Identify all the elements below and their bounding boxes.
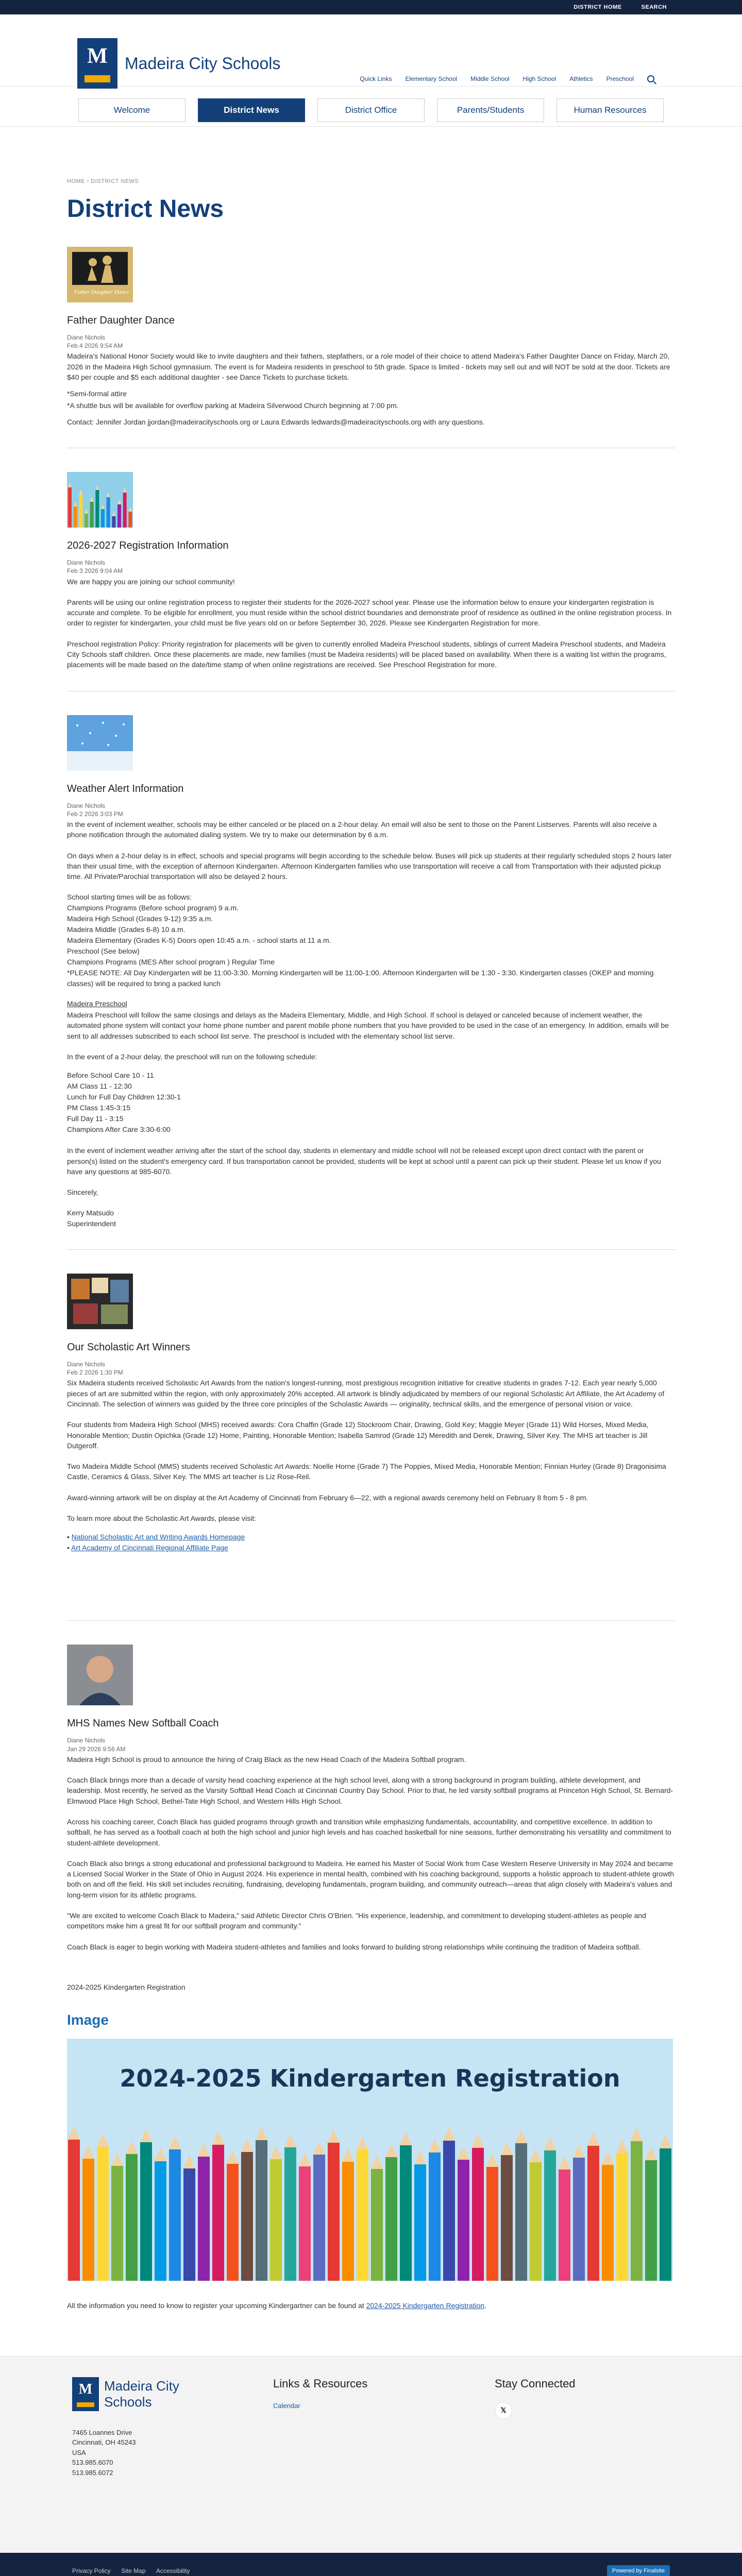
schedule-item: Lunch for Full Day Children 12:30-1 bbox=[67, 1093, 181, 1101]
pencil-body bbox=[501, 2155, 513, 2281]
article-body bbox=[67, 1378, 675, 1553]
footer-social bbox=[495, 2377, 576, 2419]
section-title: Image bbox=[67, 2011, 109, 2028]
footer-logo[interactable] bbox=[72, 2377, 207, 2411]
article-title[interactable]: MHS Names New Softball Coach bbox=[67, 1718, 219, 1730]
article-paragraph: Coach Black also brings a strong educational and professional background to Madeira. He earned his Master of Social Work from Case Western Reserve University in May 2024 and became a Licensed Social Worker in the State of Ohio in August 2024. His experience in mental health, combined with his coaching background, supports a holistic approach to student-athlete growth both on and off the field. His skill set includes recruiting, fundraising, developing fundamentals, program building, and community outreach—areas that align closely with Madeira's values and long-term vision for its athletic programs. bbox=[67, 1859, 674, 1899]
pencil-body bbox=[328, 2143, 340, 2281]
pencil-body bbox=[256, 2140, 267, 2281]
pencil-body bbox=[371, 2169, 383, 2281]
article-body bbox=[67, 351, 675, 427]
bottom-links bbox=[72, 2566, 198, 2575]
pencil-body bbox=[270, 2159, 282, 2281]
article-author: Diane Nichols bbox=[67, 1737, 106, 1744]
article-thumbnail[interactable] bbox=[67, 247, 133, 302]
schedule-item: AM Class 11 - 12:30 bbox=[67, 1082, 132, 1091]
article-meta bbox=[67, 1360, 675, 1377]
pencil-body bbox=[342, 2162, 354, 2281]
article-thumbnail[interactable] bbox=[67, 472, 133, 528]
address-line: 7465 Loannes Drive bbox=[72, 2428, 132, 2436]
preschool-delay-schedule bbox=[67, 1070, 675, 1135]
pencil-body bbox=[126, 2154, 138, 2281]
article-paragraph: Award-winning artwork will be on display at the Art Academy of Cincinnati from February 6—22, with a regional awards ceremony held on February 8 from 5 - 8 pm. bbox=[67, 1493, 588, 1502]
article-divider bbox=[67, 1620, 675, 1621]
pencil-body bbox=[400, 2145, 412, 2281]
article-meta bbox=[67, 802, 675, 818]
article-body bbox=[67, 1754, 675, 1952]
article-paragraph: We are happy you are joining our school community! bbox=[67, 577, 235, 586]
signoff-title: Superintendent bbox=[67, 1219, 116, 1228]
utility-bar bbox=[0, 0, 742, 14]
article-paragraph: Parents will be using our online registration process to register their students for the 2026-2027 school year. Please use the information below to ensure your kindergarten registration is accurate and complete. To be eligible for enrollment, you must reside within the school district boundaries and demonstrate proof of residence as outlined in the online registration process. In order to register for kindergarten, your child must be five years old on or before September 30, 2026. Please see Kindergarten Registration for more. bbox=[67, 598, 672, 628]
nav-elementary-school[interactable]: Elementary School bbox=[405, 75, 458, 82]
article-paragraph: "We are excited to welcome Coach Black to Madeira," said Athletic Director Chris O'Brien. "His experience, leadership, and commitment to developing student-athletes as people and competitors make him a great fit for our softball program and community." bbox=[67, 1911, 646, 1930]
schedule-item: Champions After Care 3:30-6:00 bbox=[67, 1125, 171, 1134]
pencil-body bbox=[559, 2170, 570, 2281]
footer-links-heading: Links & Resources bbox=[273, 2377, 368, 2390]
external-links: • National Scholastic Art and Writing Awards Homepage • Art Academy of Cincinnati Regional Affiliate Page bbox=[67, 1533, 245, 1552]
schedule-item: *PLEASE NOTE: All Day Kindergarten will be 11:00-3:30. Morning Kindergarten will be 11:00-1:00. Afternoon Kindergarten will be 1:30 - 3:30. Kindergarten classes (OKEP and morning classes) will be required to bring a packed lunch bbox=[67, 968, 654, 988]
link-art-academy[interactable]: Art Academy of Cincinnati Regional Affiliate Page bbox=[71, 1544, 228, 1552]
article-author: Diane Nichols bbox=[67, 559, 106, 567]
article-paragraph: Across his coaching career, Coach Black has guided programs through growth and transition while emphasizing fundamentals, accountability, and competitive excellence. In addition to softball, he has served as a football coach at both the high school and junior high levels and has coached basketball for nine seasons, further demonstrating his versatility and commitment to student-athlete development. bbox=[67, 1817, 671, 1847]
topbar-link-search[interactable]: SEARCH bbox=[641, 4, 667, 10]
tab-welcome[interactable]: Welcome bbox=[78, 98, 185, 122]
news-article bbox=[67, 247, 675, 427]
pencil-body bbox=[385, 2157, 397, 2281]
signoff: Sincerely, bbox=[67, 1188, 98, 1197]
pencil-body bbox=[429, 2153, 441, 2281]
news-article bbox=[67, 1274, 675, 1553]
kindergarten-note-end: . bbox=[484, 2301, 487, 2310]
pencil-body bbox=[486, 2167, 498, 2281]
article-thumbnail[interactable] bbox=[67, 1274, 133, 1329]
pencil-body bbox=[573, 2158, 585, 2281]
topbar-link-district-home[interactable]: DISTRICT HOME bbox=[574, 4, 622, 10]
article-title[interactable]: Weather Alert Information bbox=[67, 783, 184, 794]
article-body bbox=[67, 577, 675, 670]
article-paragraph: *Semi-formal attire bbox=[67, 389, 127, 398]
nav-high-school[interactable]: High School bbox=[522, 75, 556, 82]
pencil-body bbox=[85, 514, 88, 528]
pencil-body bbox=[82, 2159, 94, 2281]
finalsite-badge[interactable]: Powered by Finalsite bbox=[607, 2565, 670, 2576]
nav-quick-links[interactable]: Quick Links bbox=[360, 75, 392, 82]
schedule-item: Champions Programs (Before school program) 9 a.m. bbox=[67, 903, 239, 912]
pencil-body bbox=[660, 2148, 671, 2281]
article-date: Feb 2 2026 1:30 PM bbox=[67, 1369, 123, 1377]
signoff-name: Kerry Matsudo bbox=[67, 1209, 114, 1217]
article-title[interactable]: 2026-2027 Registration Information bbox=[67, 540, 229, 552]
article-date: Feb 4 2026 9:54 AM bbox=[67, 342, 123, 350]
pencil-body bbox=[112, 516, 115, 528]
schedule-item: Madeira Elementary (Grades K-5) Doors open 10:45 a.m. - school starts at 11 a.m. bbox=[67, 936, 331, 944]
phone-number[interactable]: 513.985.6070 bbox=[72, 2459, 113, 2467]
article-author: Diane Nichols bbox=[67, 334, 106, 341]
pencil-body bbox=[198, 2157, 210, 2281]
pencil-body bbox=[241, 2152, 253, 2281]
footer-logo-mark bbox=[72, 2377, 99, 2411]
footer-social-heading: Stay Connected bbox=[495, 2377, 576, 2390]
section-tabs bbox=[0, 87, 742, 127]
article-paragraph: Madeira High School is proud to announce the hiring of Craig Black as the new Head Coach of the Madeira Softball program. bbox=[67, 1755, 466, 1764]
site-map-link[interactable]: Site Map bbox=[121, 2567, 146, 2574]
article-date: Feb 3 2026 9:04 AM bbox=[67, 567, 123, 575]
schedule-list bbox=[67, 903, 675, 989]
schedule-heading: School starting times will be as follows: bbox=[67, 893, 192, 902]
article-title[interactable]: Our Scholastic Art Winners bbox=[67, 1342, 190, 1353]
article-paragraph: In the event of inclement weather, schools may be either canceled or be placed on a 2-hour delay. An email will also be sent to those on the Parent Listserves. Parents will also receive a phone notification through the automated dialing system. We try to make our determination by 6 a.m. bbox=[67, 820, 657, 839]
pencil-body bbox=[357, 2150, 368, 2281]
pencil-body bbox=[155, 2161, 166, 2281]
tab-district-news[interactable]: District News bbox=[198, 98, 305, 122]
nav-athletics[interactable]: Athletics bbox=[569, 75, 593, 82]
pencil-body bbox=[631, 2141, 643, 2281]
footer-link-calendar[interactable]: Calendar bbox=[273, 2401, 300, 2410]
article-paragraph: Madeira's National Honor Society would like to invite daughters and their fathers, stepfathers, or a role model of their choice to attend Madeira's Father Daughter Dance on Friday, March 20, 2026 in the Madeira High School gymnasium. The event is for Madeira residents in preschool to 5th grade. Space is limited - tickets may sell out and will NOT be sold at the door. Tickets are $40 per couple and $5 each additional daughter - see Dance Tickets to purchase tickets. bbox=[67, 352, 670, 381]
pencil-body bbox=[313, 2155, 325, 2281]
site-footer bbox=[0, 2356, 742, 2553]
preschool-heading: Madeira Preschool bbox=[67, 999, 127, 1008]
pencil-body bbox=[530, 2162, 542, 2281]
page-title: District News bbox=[67, 195, 224, 223]
snowfall-image bbox=[67, 715, 133, 771]
article-date: Jan 29 2026 9:56 AM bbox=[67, 1745, 126, 1753]
pencil-body bbox=[74, 506, 77, 528]
article-paragraph: To learn more about the Scholastic Art Awards, please visit: bbox=[67, 1514, 257, 1523]
footer-site-name: Madeira City Schools bbox=[104, 2378, 179, 2410]
twitter-x-icon[interactable]: 𝕏 bbox=[495, 2402, 512, 2419]
art-awards-image bbox=[67, 1274, 133, 1329]
kindergarten-registration-link[interactable]: 2024-2025 Kindergarten Registration bbox=[366, 2301, 485, 2310]
tab-human-resources[interactable]: Human Resources bbox=[556, 98, 664, 122]
article-meta bbox=[67, 1736, 675, 1753]
footer-address bbox=[72, 2428, 207, 2478]
kindergarten-note-text: All the information you need to know to register your upcoming Kindergartner can be found at bbox=[67, 2301, 366, 2310]
pencil-body bbox=[79, 495, 82, 528]
article-paragraph: In the event of inclement weather arriving after the start of the school day, students in elementary and middle school will not be released except upon direct contact with the parent or person(s) listed on the student's emergency card. If bus transportation cannot be provided, students will be kept at school until a parent can pick up their student. Please let us know if you have any questions at 985-6070. bbox=[67, 1146, 661, 1176]
news-article bbox=[67, 1645, 675, 1952]
pencil-body bbox=[299, 2166, 311, 2281]
article-body bbox=[67, 819, 675, 1229]
thumbnail-caption: Father Daughter Dance bbox=[74, 289, 129, 295]
kindergarten-section bbox=[67, 1983, 675, 2310]
article-paragraph: Four students from Madeira High School (MHS) received awards: Cora Chaffin (Grade 12) Stockroom Chair, Drawing, Gold Key; Maggie Meyer (Grade 11) Wild Horses, Mixed Media, Honorable Mention; Dustin Opichka (Grade 12) Home, Painting, Honorable Mention; Isabella Samrod (Grade 12) Meredith and Derek, Drawing, Silver Key. The MHS art teacher is Jill Dutgeroff. bbox=[67, 1420, 649, 1450]
footer-links bbox=[273, 2377, 367, 2410]
article-paragraph: *A shuttle bus will be available for overflow parking at Madeira Silverwood Church beginning at 7:00 pm. bbox=[67, 401, 399, 410]
site-name: Madeira City Schools bbox=[125, 54, 281, 73]
schedule-item: Madeira Middle (Grades 6-8) 10 a.m. bbox=[67, 925, 185, 934]
header-nav bbox=[360, 75, 654, 82]
pencil-body bbox=[212, 2145, 224, 2281]
pencil-body bbox=[414, 2164, 426, 2281]
logo-ribbon bbox=[85, 75, 110, 82]
article-paragraph: On days when a 2-hour delay is in effect, schools and special programs will begin according to the schedule below. Buses will pick up students at their regularly scheduled stops 2 hours later than their usual time, with the exception of afternoon Kindergarten. Afternoon Kindergarten families who use transportation will receive a call from Transportation with their adjusted pickup time. All Private/Parochial transportation will also be delayed 2 hours. bbox=[67, 851, 672, 881]
tab-parents-students[interactable]: Parents/Students bbox=[437, 98, 544, 122]
pencil-body bbox=[90, 502, 94, 528]
link-national-scholastic[interactable]: National Scholastic Art and Writing Awards Homepage bbox=[71, 1533, 245, 1541]
schedule-item: Champions Programs (MES After school program ) Regular Time bbox=[67, 957, 275, 966]
site-header bbox=[0, 14, 742, 87]
pencil-body bbox=[97, 2147, 109, 2281]
schedule-item: Before School Care 10 - 11 bbox=[67, 1071, 154, 1080]
pencil-body bbox=[602, 2165, 614, 2281]
kindergarten-banner bbox=[67, 2039, 673, 2281]
breadcrumb-separator: › bbox=[87, 178, 91, 184]
pencil-body bbox=[68, 2140, 80, 2281]
news-article bbox=[67, 715, 675, 1229]
accessibility-link[interactable]: Accessibility bbox=[156, 2567, 190, 2574]
breadcrumb bbox=[67, 178, 675, 184]
pencil-body bbox=[169, 2149, 181, 2281]
article-title[interactable]: Father Daughter Dance bbox=[67, 315, 175, 326]
footer-logo-ribbon bbox=[77, 2402, 94, 2407]
coach-portrait-image bbox=[67, 1645, 133, 1705]
article-paragraph: Two Madeira Middle School (MMS) students received Scholastic Art Awards: Noelle Horne (Grade 7) The Poppies, Mixed Media, Honorable Mention; Finnian Hurley (Grade 8) Dragonisima Castle, Ceramics & Glass, Silver Key. The MMS art teacher is Liz Rose-Reil. bbox=[67, 1462, 666, 1481]
pencil-body bbox=[101, 509, 105, 528]
logo-mark bbox=[77, 38, 117, 89]
pencil-body bbox=[107, 497, 110, 528]
article-paragraph: Coach Black is eager to begin working with Madeira student-athletes and families and looks forward to building strong relationships while continuing the tradition of Madeira softball. bbox=[67, 1942, 641, 1951]
site-logo[interactable] bbox=[77, 38, 280, 89]
address-line: USA bbox=[72, 2448, 86, 2456]
article-author: Diane Nichols bbox=[67, 1361, 106, 1368]
fax-number: 513.985.6072 bbox=[72, 2468, 113, 2477]
article-paragraph: Coach Black brings more than a decade of varsity head coaching experience at the high school level, along with a strong background in program building, athlete development, and leadership. Most recently, he served as the Varsity Softball Head Coach at Cincinnati Country Day School. Prior to that, he led varsity softball programs at Princeton High School, St. Bernard-Elmwood Place High School, Bethel-Tate High School, and Western Hills High School. bbox=[67, 1776, 673, 1805]
news-article bbox=[67, 472, 675, 670]
pencil-body bbox=[284, 2147, 296, 2281]
pencil-body bbox=[117, 504, 121, 528]
schedule-item: Full Day 11 - 3:15 bbox=[67, 1114, 124, 1123]
article-paragraph: In the event of a 2-hour delay, the preschool will run on the following schedule: bbox=[67, 1052, 317, 1061]
privacy-policy-link[interactable]: Privacy Policy bbox=[72, 2567, 111, 2574]
pencil-body bbox=[227, 2164, 239, 2281]
kindergarten-note bbox=[67, 2301, 675, 2310]
nav-middle-school[interactable]: Middle School bbox=[470, 75, 510, 82]
pencil-body bbox=[616, 2153, 628, 2281]
banner-heading: 2024-2025 Kindergarten Registration bbox=[120, 2064, 620, 2092]
tab-district-office[interactable]: District Office bbox=[317, 98, 425, 122]
article-paragraph: Six Madeira students received Scholastic Art Awards from the nation's longest-running, most prestigious recognition initiative for creative students in grades 7-12. Each year nearly 5,000 pieces of art are submitted within the region, with only approximately 20% accepted. All artwork is blindly adjudicated by members of our regional Scholastic Art Affiliate, the Art Academy of Cincinnati. The selection of winners was guided by the three core principles of the Scholastic Awards — originality, technical skills, and the emergence of personal vision or voice. bbox=[67, 1379, 665, 1408]
breadcrumb-home[interactable]: HOME bbox=[67, 178, 85, 184]
nav-preschool[interactable]: Preschool bbox=[606, 75, 634, 82]
pencil-body bbox=[95, 490, 99, 528]
main-content bbox=[0, 178, 742, 2310]
kindergarten-label: 2024-2025 Kindergarten Registration bbox=[67, 1982, 185, 1991]
pencil-body bbox=[183, 2168, 195, 2281]
article-paragraph: Preschool registration Policy: Priority registration for placements will be given to currently enrolled Madeira Preschool students, siblings of current Madeira Preschool students, and Madeira City Schools staff children. Once these placements are made, new families (must be Madeira residents) will be placed based on availability. When there is a waiting list within the programs, placements will be made based on the date/time stamp of when online registrations are received. See Preschool Registration for more. bbox=[67, 639, 666, 669]
footer-contact bbox=[72, 2377, 207, 2478]
colored-pencils-image bbox=[67, 472, 133, 528]
pencil-body bbox=[515, 2143, 527, 2281]
pencil-body bbox=[128, 512, 132, 528]
breadcrumb-current: DISTRICT NEWS bbox=[91, 178, 139, 184]
footer-logo-letter: M bbox=[78, 2381, 93, 2397]
pencil-body bbox=[68, 487, 72, 528]
article-date: Feb 2 2026 3:03 PM bbox=[67, 810, 123, 818]
article-thumbnail[interactable] bbox=[67, 715, 133, 771]
pencil-body bbox=[443, 2141, 455, 2281]
pencil-body bbox=[645, 2160, 657, 2281]
schedule-item: PM Class 1:45-3:15 bbox=[67, 1104, 130, 1112]
article-paragraph: Contact: Jennifer Jordan jjordan@madeiracityschools.org or Laura Edwards ledwards@madeiracityschools.org with any questions. bbox=[67, 417, 485, 426]
pencil-body bbox=[544, 2150, 556, 2281]
schedule-item: Preschool (See below) bbox=[67, 946, 140, 955]
article-divider bbox=[67, 1249, 675, 1250]
schedule-item: Madeira High School (Grades 9-12) 9:35 a.m. bbox=[67, 914, 213, 923]
bottom-bar bbox=[0, 2553, 742, 2576]
logo-letter: M bbox=[87, 44, 108, 68]
article-thumbnail[interactable] bbox=[67, 1645, 133, 1705]
address-line: Cincinnati, OH 45243 bbox=[72, 2438, 136, 2447]
pencil-body bbox=[123, 493, 127, 528]
pencil-body bbox=[111, 2166, 123, 2281]
article-meta bbox=[67, 333, 675, 350]
pencil-body bbox=[458, 2160, 469, 2281]
article-meta bbox=[67, 558, 675, 575]
article-paragraph: Madeira Preschool will follow the same closings and delays as the Madeira Elementary, Middle, and High School. If school is delayed or canceled because of inclement weather, the automated phone system will contact your home phone number and parent mobile phone numbers that you have provided to be used in the case of an emergency. In addition, emails will be sent to all addresses subscribed to each school list serve. The preschool is included with the elementary school list serve. bbox=[67, 1011, 669, 1040]
pencil-body bbox=[587, 2146, 599, 2281]
pencil-body bbox=[140, 2142, 152, 2281]
search-icon[interactable] bbox=[647, 75, 654, 82]
article-author: Diane Nichols bbox=[67, 802, 106, 809]
pencil-body bbox=[472, 2148, 484, 2281]
